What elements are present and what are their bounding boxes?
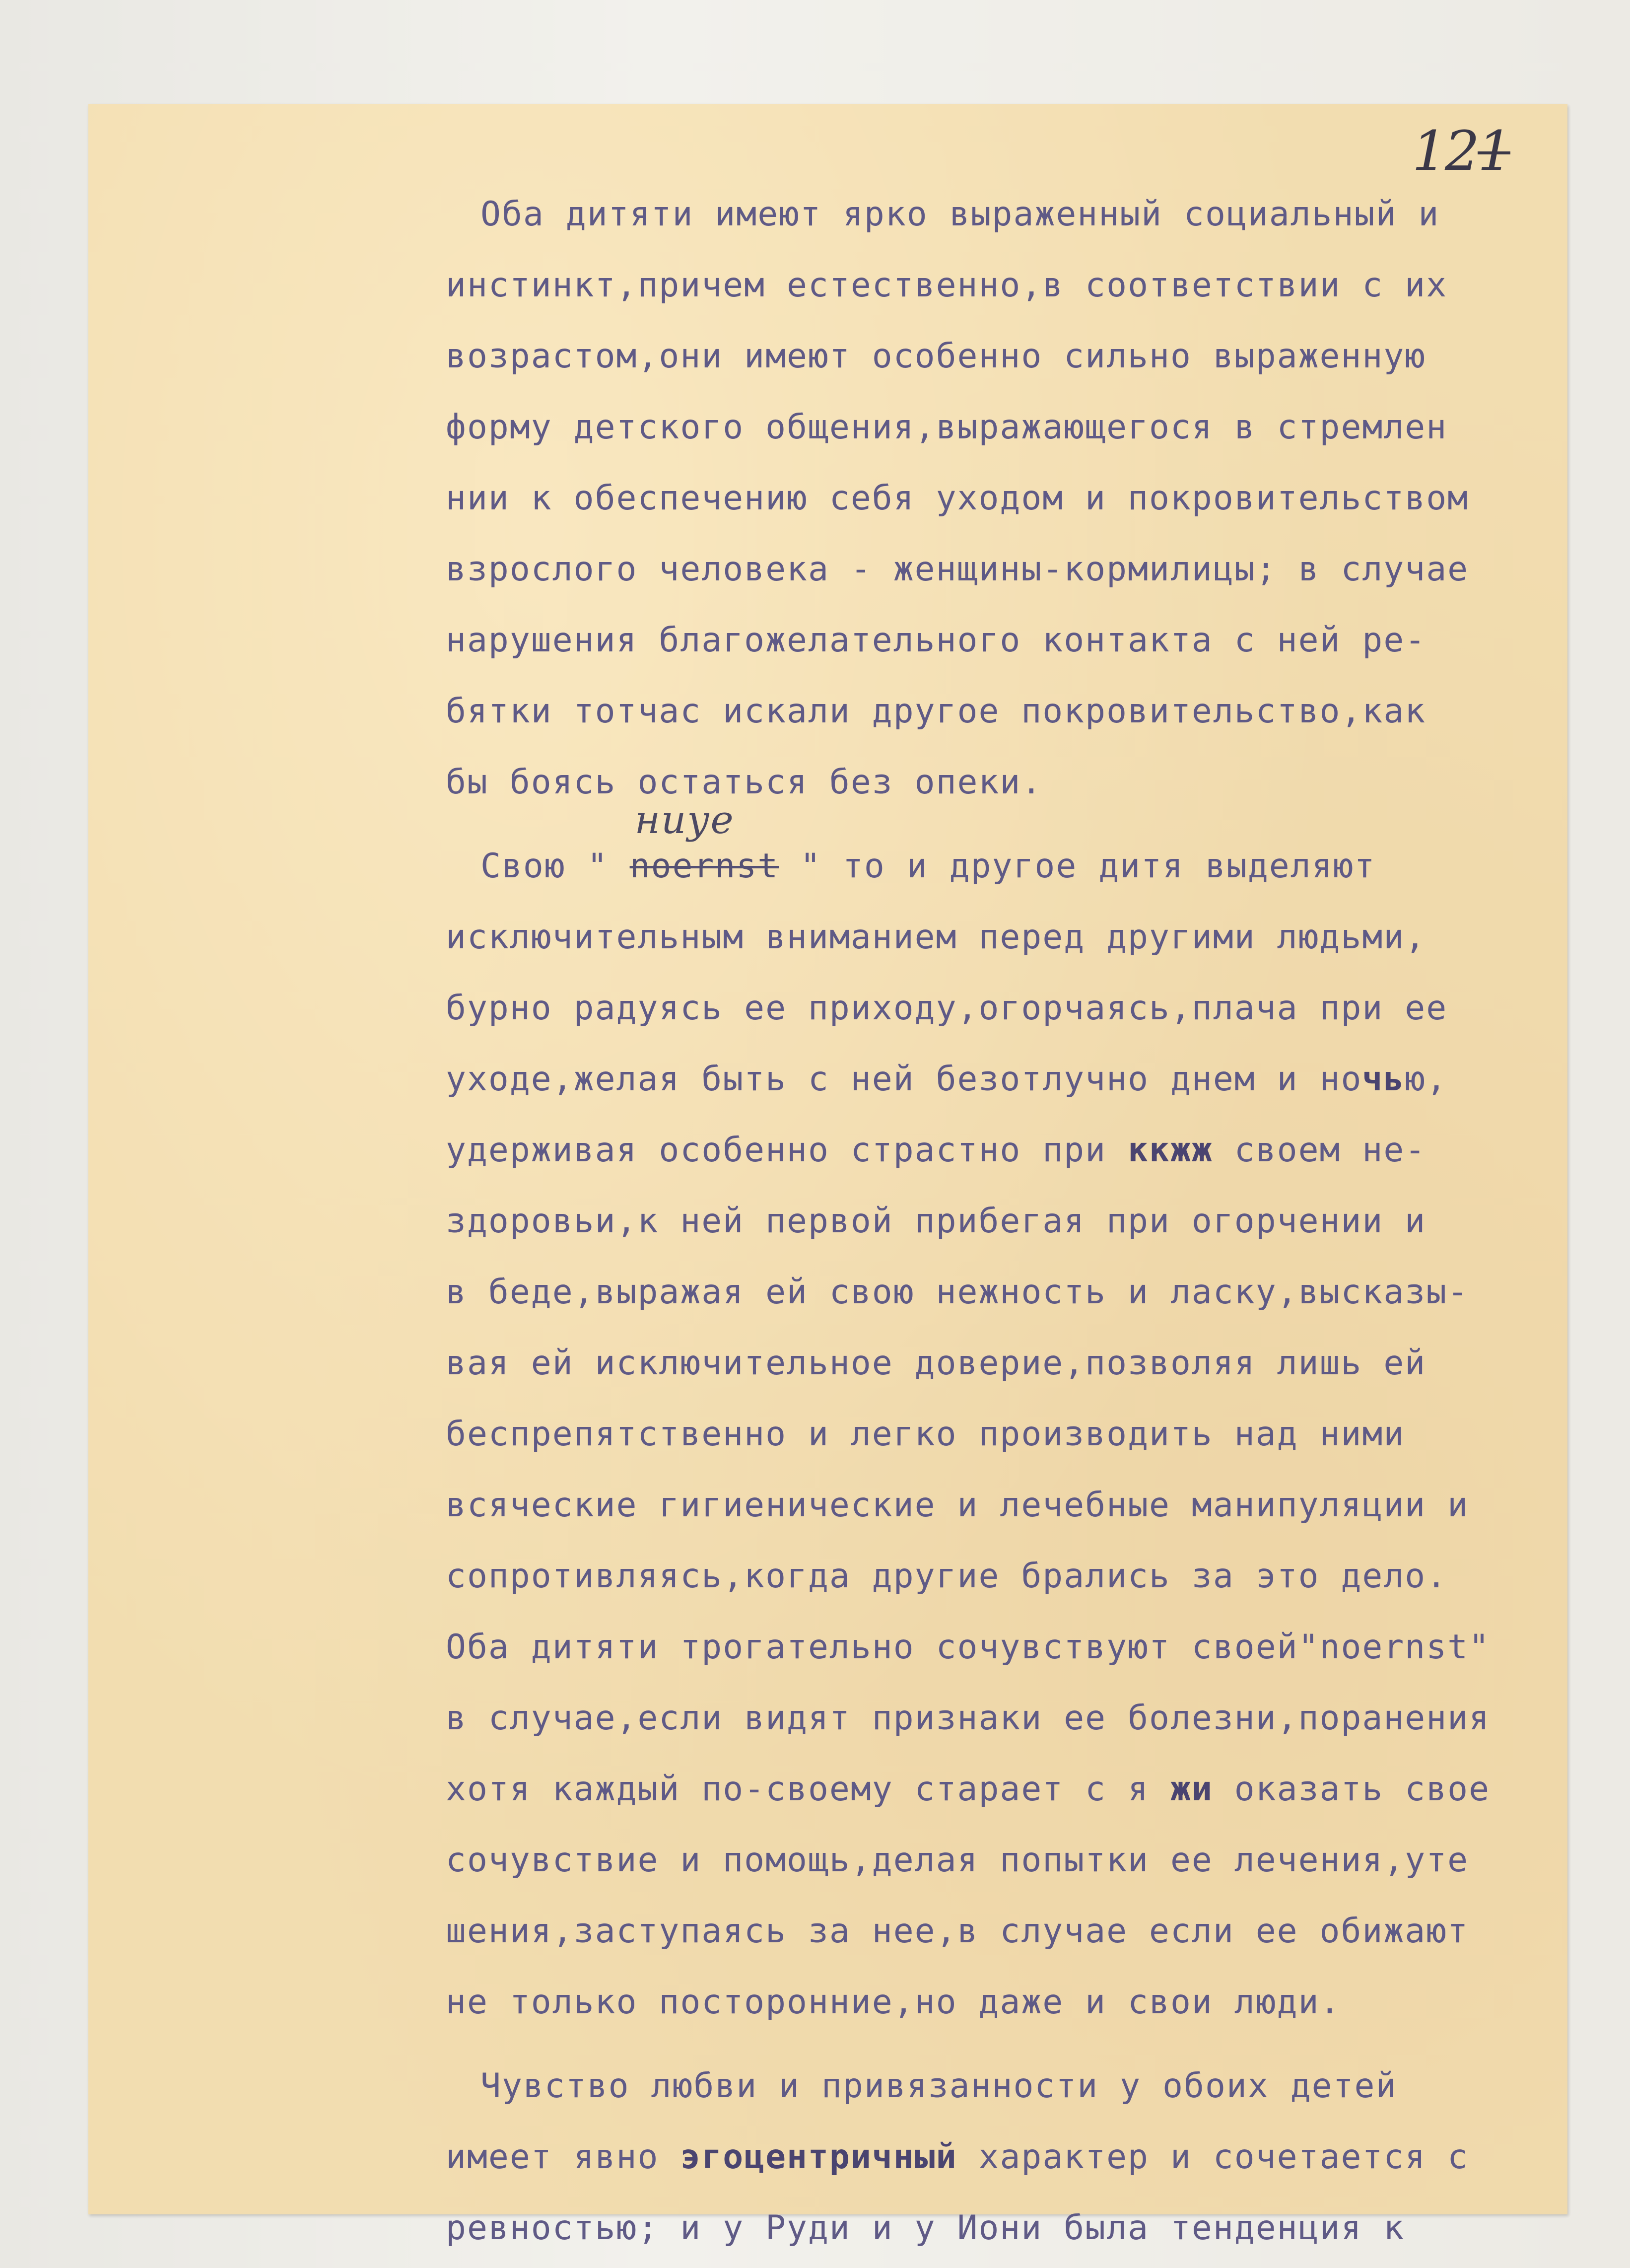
text-line: Чувство любви и привязанности у обоих детей [480, 2066, 1397, 2106]
text-line: Оба дитяти имеют ярко выраженный социальный и [480, 195, 1440, 234]
text-line: нарушения благожелательного контакта с ней ре- [446, 621, 1426, 660]
text-line: сопротивляясь,когда другие брались за это дело. [446, 1557, 1448, 1596]
text-line-with-correction [446, 798, 1630, 902]
text-line-overtyped [446, 1044, 1630, 1115]
text-line: нии к обеспечению себя уходом и покровительством [446, 479, 1469, 518]
text-line: ревностью; и у Руди и у Иони была тенденция к [446, 2208, 1405, 2248]
text-line: в случае,если видят признаки ее болезни,поранения [446, 1699, 1491, 1738]
text-line: вая ей исключительное доверие,позволяя лишь ей [446, 1344, 1426, 1383]
text-line: сочувствие и помощь,делая попытки ее лечения,уте [446, 1841, 1469, 1880]
line-prefix: удерживая особенно страстно при [446, 1131, 1128, 1170]
text-line: форму детского общения,выражающегося в стремлен [446, 408, 1448, 447]
struck-word: noernst [629, 847, 779, 886]
text-line: беспрепятственно и легко производить над ними [446, 1415, 1405, 1454]
corrected-word [629, 798, 779, 902]
line-prefix: имеет явно [446, 2137, 680, 2177]
typed-text-body [446, 179, 1630, 2264]
text-line: всяческие гигиенические и лечебные манипуляции и [446, 1486, 1469, 1525]
text-line: здоровьи,к ней первой прибегая при огорчении и [446, 1202, 1426, 1241]
text-line: бы боясь остаться без опеки. [446, 763, 1043, 802]
line-prefix: хотя каждый по-своему старает с я [446, 1770, 1170, 1809]
line-prefix: уходе,желая быть с ней безотлучно днем и но [446, 1060, 1362, 1099]
text-line: возрастом,они имеют особенно сильно выраженную [446, 337, 1426, 376]
text-line: исключительным вниманием перед другими людьми, [446, 918, 1426, 957]
page-number [1412, 119, 1510, 183]
line-suffix: " то и другое дитя выделяют [779, 847, 1376, 886]
overtyped-text: ккжж [1128, 1131, 1213, 1170]
document-page [88, 104, 1567, 2248]
line-prefix: Свою " [480, 847, 630, 886]
overtyped-text: эгоцентричный [680, 2137, 957, 2177]
text-line-overtyped [446, 2122, 1630, 2193]
text-line: инстинкт,причем естественно,в соответствии с их [446, 266, 1448, 305]
text-line: шения,заступаясь за нее,в случае если ее обижают [446, 1912, 1469, 1951]
text-line: бятки тотчас искали другое покровительство,как [446, 692, 1426, 731]
page-number-main: 12 [1412, 119, 1478, 183]
overtyped-text: чь [1362, 1060, 1405, 1099]
text-line: Оба дитяти трогательно сочувствуют своей"noernst" [446, 1628, 1491, 1667]
handwritten-correction: ниуе [634, 798, 735, 843]
line-suffix: оказать свое [1213, 1770, 1491, 1809]
overtyped-text: жи [1170, 1770, 1213, 1809]
text-line: в беде,выражая ей свою нежность и ласку,высказы- [446, 1273, 1469, 1312]
line-suffix: своем не- [1213, 1131, 1426, 1170]
text-line-overtyped [446, 1115, 1630, 1186]
text-line: не только посторонние,но даже и свои люди. [446, 1983, 1341, 2022]
text-line: бурно радуясь ее приходу,огорчаясь,плача при ее [446, 989, 1448, 1028]
page-number-struck-digit: 1 [1478, 119, 1510, 183]
line-suffix: ю, [1405, 1060, 1448, 1099]
line-suffix: характер и сочетается с [957, 2137, 1469, 2177]
text-line: взрослого человека - женщины-кормилицы; в случае [446, 550, 1469, 589]
text-line-overtyped [446, 1754, 1630, 1825]
